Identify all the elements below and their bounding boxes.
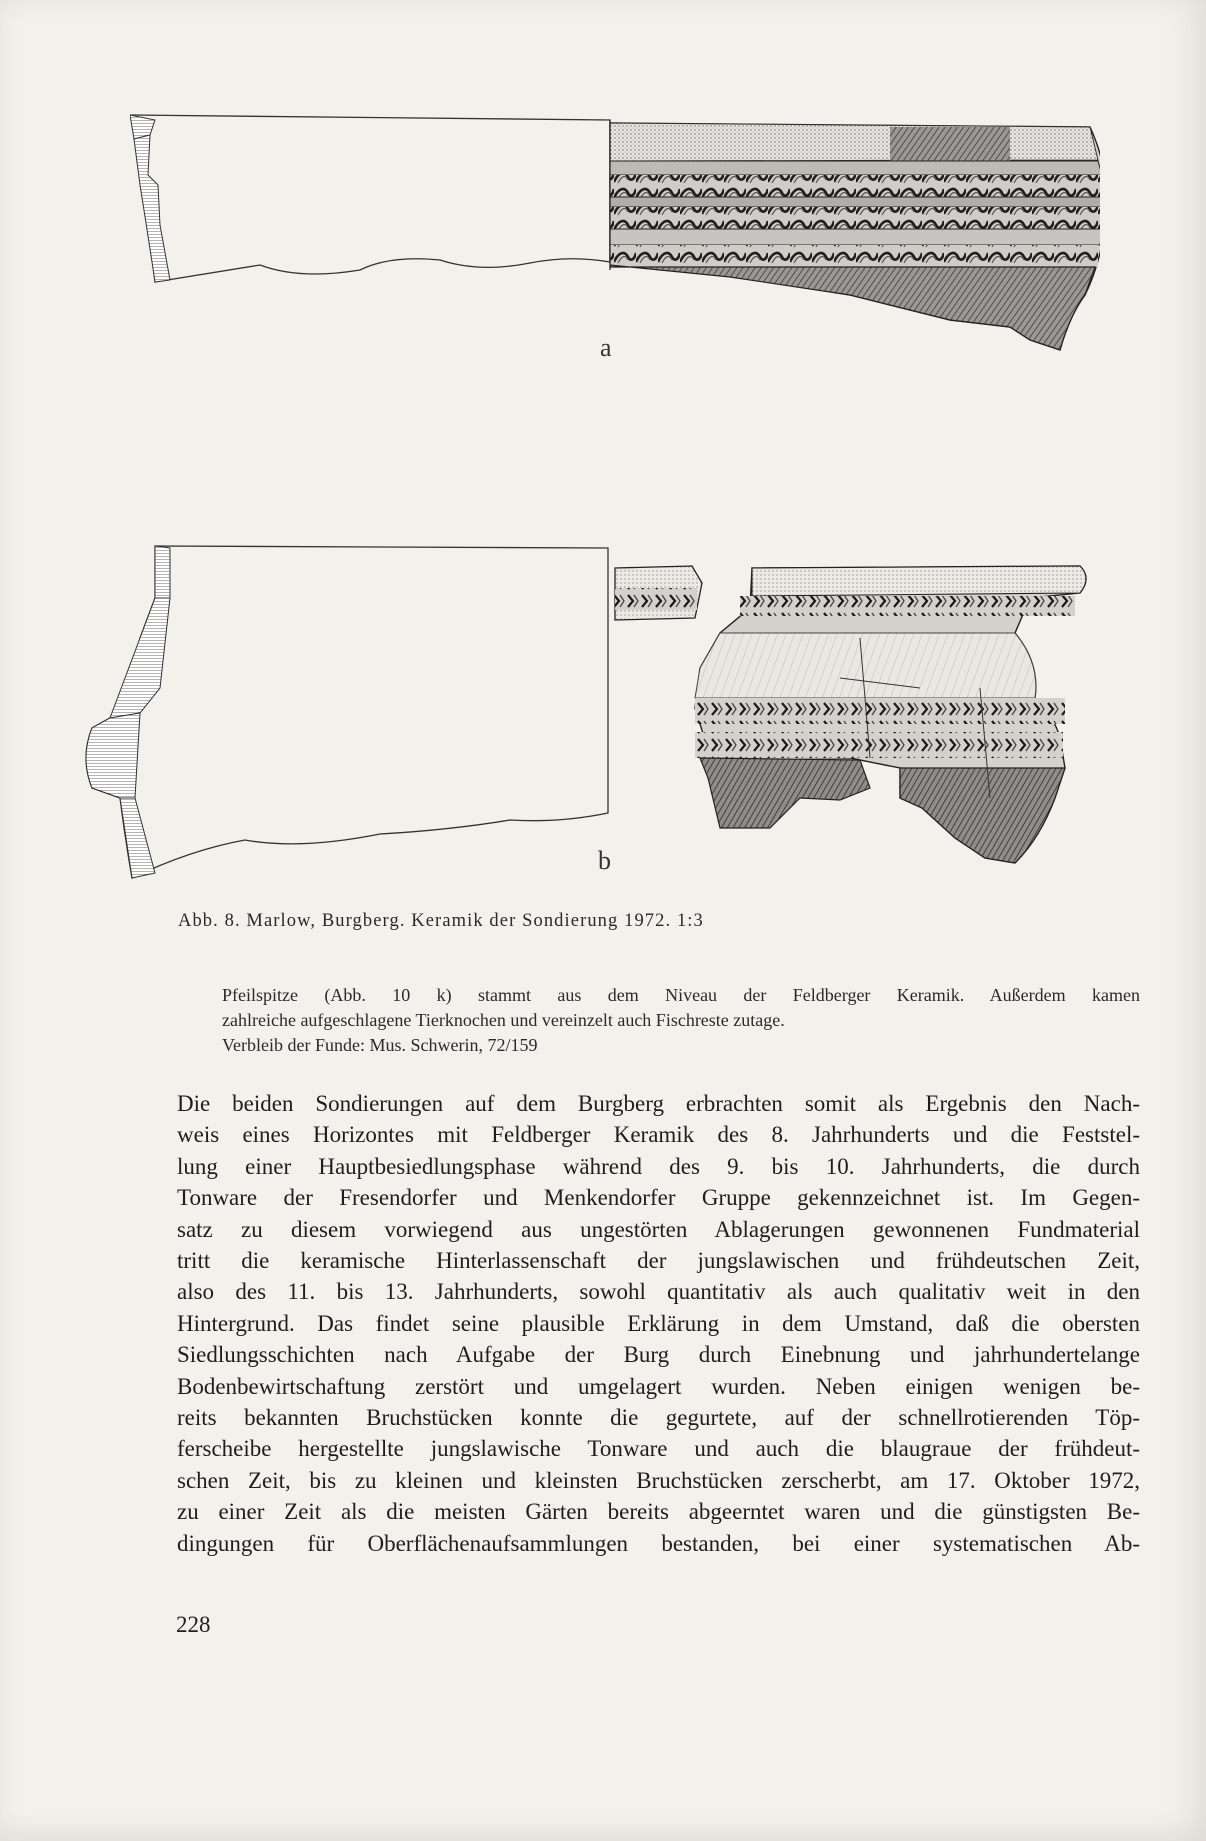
- body-line: schen Zeit, bis zu kleinen und kleinsten Bruchstücken zerscherbt, am 17. Oktober 1972,: [177, 1467, 1140, 1493]
- body-line: satz zu diesem vorwiegend aus ungestörten Ablagerungen gewonnenen Fundmaterial: [177, 1216, 1140, 1242]
- small-text-line: zahlreiche aufgeschlagene Tierknochen und vereinzelt auch Fischreste zutage.: [222, 1010, 785, 1030]
- body-line: ferscheibe hergestellte jungslawische Tonware und auch die blaugraue der frühdeut-: [177, 1436, 1140, 1462]
- body-paragraph: [177, 1088, 1140, 1559]
- sherd-drawing-b: [80, 538, 1150, 918]
- figure-label-a: a: [600, 333, 612, 362]
- body-line: weis eines Horizontes mit Feldberger Keramik des 8. Jahrhunderts und die Feststel-: [177, 1122, 1140, 1148]
- body-line: zu einer Zeit als die meisten Gärten bereits abgeerntet waren und die günstigsten Be-: [177, 1499, 1140, 1525]
- body-line: Die beiden Sondierungen auf dem Burgberg erbrachten somit als Ergebnis den Nach-: [177, 1091, 1140, 1116]
- body-line: Hintergrund. Das findet seine plausible Erklärung in dem Umstand, daß die obersten: [177, 1310, 1140, 1336]
- body-line: Siedlungsschichten nach Aufgabe der Burg durch Einebnung und jahrhundertelange: [177, 1342, 1140, 1368]
- small-text-line: Pfeilspitze (Abb. 10 k) stammt aus dem Niveau der Feldberger Keramik. Außerdem kamen: [222, 985, 1140, 1005]
- body-line: dingungen für Oberflächenaufsammlungen bestanden, bei einer systematischen Ab-: [177, 1530, 1140, 1556]
- figure-label-b: b: [598, 846, 611, 875]
- figure-caption: Abb. 8. Marlow, Burgberg. Keramik der Sondierung 1972. 1:3: [178, 911, 704, 931]
- body-line: Tonware der Fresendorfer und Menkendorfer Gruppe gekennzeichnet ist. Im Gegen-: [177, 1185, 1140, 1211]
- body-line: Bodenbewirtschaftung zerstört und umgelagert wurden. Neben einigen wenigen be-: [177, 1373, 1140, 1399]
- body-line: lung einer Hauptbesiedlungsphase während des 9. bis 10. Jahrhunderts, die durch: [177, 1153, 1140, 1179]
- sherd-drawing-a: [130, 105, 1100, 375]
- small-text-block: [222, 983, 1140, 1058]
- body-line: reits bekannten Bruchstücken konnte die gegurtete, auf der schnellrotierenden Töp-: [177, 1405, 1140, 1431]
- page-number: 228: [176, 1612, 211, 1637]
- body-line: tritt die keramische Hinterlassenschaft der jungslawischen und frühdeutschen Zeit,: [177, 1248, 1140, 1274]
- small-text-line: Verbleib der Funde: Mus. Schwerin, 72/159: [222, 1035, 538, 1055]
- body-line: also des 11. bis 13. Jahrhunderts, sowohl quantitativ als auch qualitativ weit in den: [177, 1279, 1140, 1305]
